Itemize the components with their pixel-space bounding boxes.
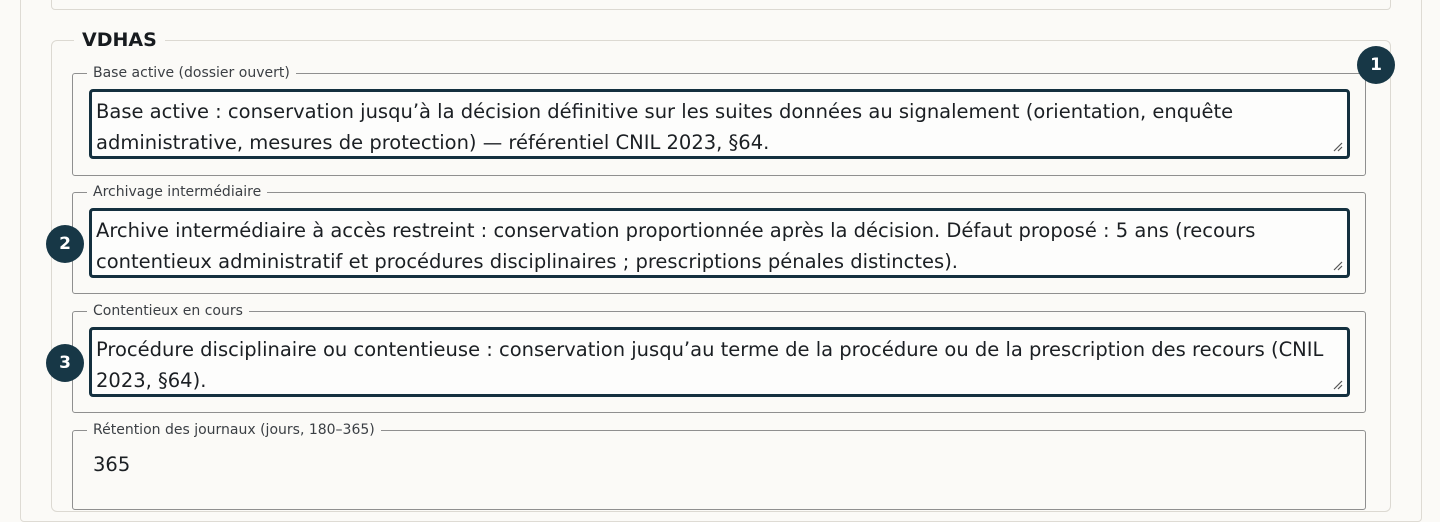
textarea-value: Base active : conservation jusqu’à la décision définitive sur les suites données au signalement (orientation, enquête administrative, mesures de protection) — référentiel CNIL 2023, §64. [96,100,1234,154]
section-title: VDHAS [74,29,165,51]
resize-grip-icon[interactable] [1333,261,1343,271]
resize-grip-icon[interactable] [1333,380,1343,390]
field-label: Base active (dossier ouvert) [87,65,296,82]
base-active-textarea[interactable] [89,89,1350,159]
step-badge: 1 [1357,46,1395,84]
resize-grip-icon[interactable] [1333,142,1343,152]
field-label: Archivage intermédiaire [87,184,267,201]
field-retention-journaux [72,422,1366,510]
retention-input[interactable]: 365 [93,453,131,476]
step-badge: 3 [46,344,84,382]
field-label: Rétention des journaux (jours, 180–365) [87,422,381,439]
field-archivage-intermediaire [72,184,1366,294]
textarea-value: Procédure disciplinaire ou contentieuse : conservation jusqu’au terme de la procédure ou de la prescription des recours (CNIL 2023, §64). [96,338,1324,392]
previous-section-card [51,0,1391,10]
textarea-value: Archive intermédiaire à accès restreint : conservation proportionnée après la décision. Défaut proposé : 5 ans (recours contentieux administratif et procédures disciplinaires ; prescriptions pénales distinctes). [96,219,1256,273]
field-base-active [72,65,1366,176]
contentieux-textarea[interactable] [89,327,1350,397]
field-contentieux [72,303,1366,413]
archivage-textarea[interactable] [89,208,1350,278]
field-label: Contentieux en cours [87,303,249,320]
step-badge: 2 [46,225,84,263]
